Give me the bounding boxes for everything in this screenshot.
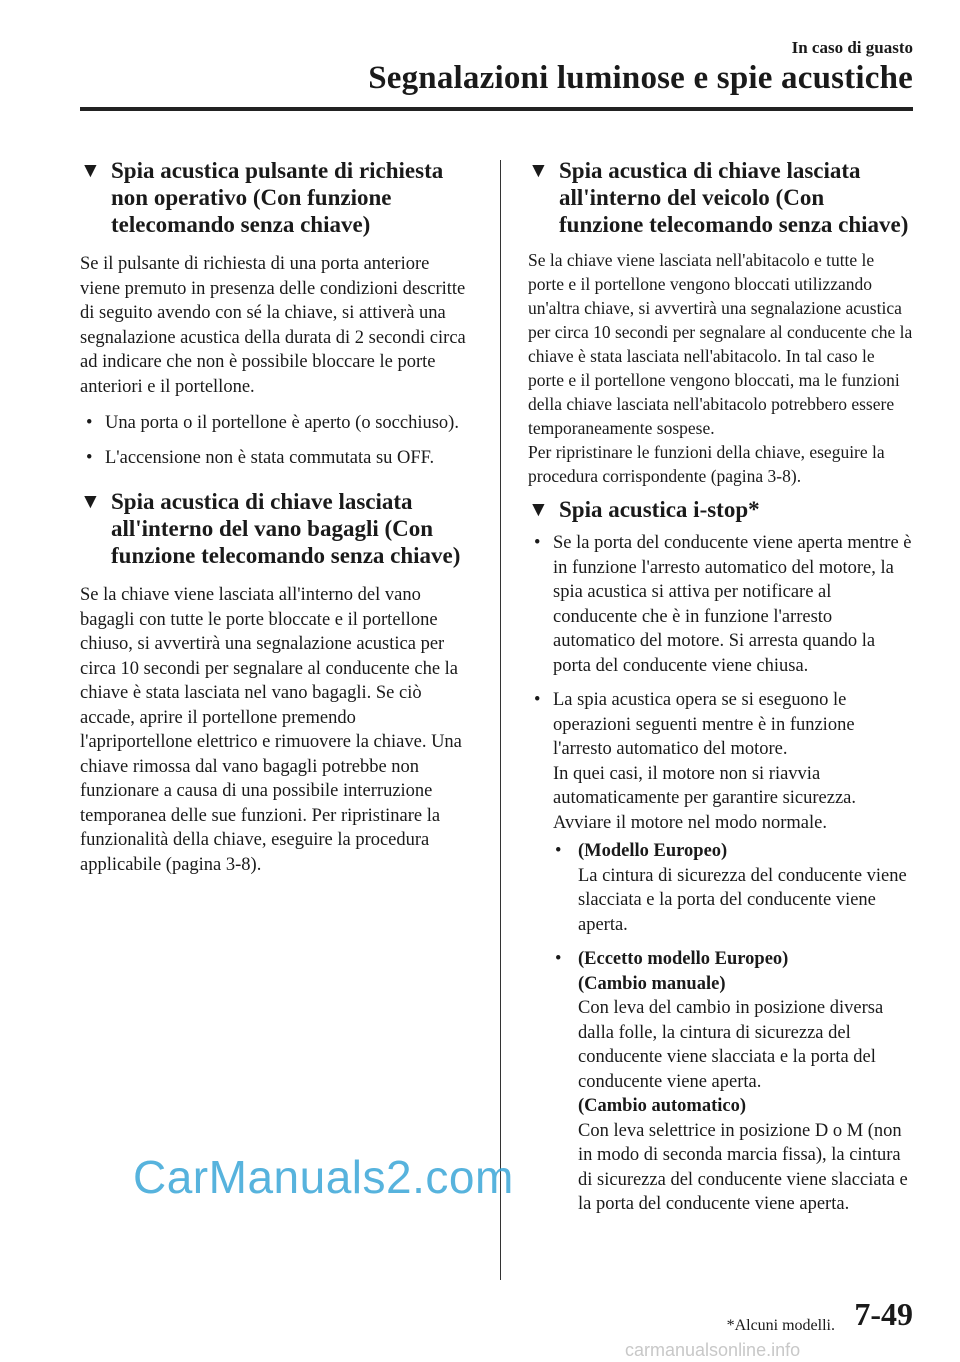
sub-label: (Cambio automatico)	[578, 1096, 747, 1116]
paragraph-text: Per ripristinare le funzioni della chiave, eseguire la procedura corrispondente (pagina 3-8).	[528, 442, 885, 486]
sub-bullet-text	[578, 947, 914, 1217]
page-number: 7-49	[854, 1296, 913, 1332]
sub-bullet-dot-icon: •	[555, 841, 562, 861]
section-heading-istop	[528, 496, 914, 523]
sub-bullet-dot-icon: •	[555, 949, 562, 969]
bullet-item	[528, 531, 914, 678]
right-column	[528, 157, 914, 1227]
heading-text: Spia acustica di chiave lasciata all'interno del veicolo (Con funzione telecomando senza chiave)	[559, 158, 909, 237]
sub-bullet-text	[578, 839, 914, 937]
bullet-item	[528, 688, 914, 835]
bullet-item	[80, 446, 468, 471]
section-heading-request-button	[80, 157, 468, 238]
sub-label: (Eccetto modello Europeo)	[578, 949, 789, 969]
bullet-text	[553, 688, 914, 835]
sub-bullet-item	[553, 839, 914, 937]
bullet-text: Una porta o il portellone è aperto (o socchiuso).	[105, 413, 459, 433]
bullet-text-line: In quei casi, il motore non si riavvia automaticamente per garantire sicurezza. Avviare il motore nel modo normale.	[553, 763, 857, 833]
header-rule	[80, 107, 913, 111]
triangle-marker-icon: ▼	[528, 158, 549, 182]
paragraph	[528, 248, 914, 488]
triangle-marker-icon: ▼	[80, 489, 101, 513]
bullet-dot-icon: •	[86, 413, 93, 433]
sub-label: (Cambio manuale)	[578, 973, 726, 994]
section-heading-key-in-vehicle	[528, 157, 914, 238]
column-divider	[500, 160, 501, 1280]
bullet-dot-icon: •	[534, 533, 541, 553]
bullet-text-line: La spia acustica opera se si eseguono le operazioni seguenti mentre è in funzione l'arresto automatico del motore.	[553, 690, 855, 759]
bullet-item	[80, 411, 468, 436]
section-heading-key-in-luggage	[80, 488, 468, 569]
sub-text: Con leva del cambio in posizione diversa dalla folle, la cintura di sicurezza del conducente viene slacciata e la porta del conducente viene aperta.	[578, 998, 884, 1092]
heading-text: Spia acustica di chiave lasciata all'interno del vano bagagli (Con funzione telecomando senza chiave)	[111, 489, 461, 568]
paragraph: Se la chiave viene lasciata all'interno del vano bagagli con tutte le porte bloccate e il portellone chiuso, si avvertirà una segnalazione acustica per circa 10 secondi per segnalare al conducente che la chiave è stata lasciata nel vano bagagli. Se ciò accade, aprire il portellone premendo l'apriportellone elettrico e rimuovere la chiave. Una chiave rimossa dal vano bagagli potrebbe non funzionare a causa di una possibile interruzione temporanea delle sue funzioni. Per ripristinare la funzionalità della chiave, eseguire la procedura applicabile (pagina 3-8).	[80, 585, 462, 875]
left-column	[80, 157, 468, 889]
sub-label: (Modello Europeo)	[578, 841, 728, 861]
watermark-logo: CarManuals2.com	[133, 1151, 514, 1203]
heading-text: Spia acustica pulsante di richiesta non operativo (Con funzione telecomando senza chiave)	[111, 158, 444, 237]
triangle-marker-icon: ▼	[80, 158, 101, 182]
bullet-text: L'accensione non è stata commutata su OFF.	[105, 447, 435, 468]
bullet-dot-icon: •	[534, 690, 541, 710]
heading-text: Spia acustica i-stop*	[559, 497, 760, 522]
bullet-dot-icon: •	[86, 447, 93, 468]
bullet-text: Se la porta del conducente viene aperta mentre è in funzione l'arresto automatico del motore, la spia acustica si attiva per notificare al conducente che è in funzione l'arresto automatico del motore. Si arresta quando la porta del conducente viene chiusa.	[553, 533, 912, 676]
page-title: Segnalazioni luminose e spie acustiche	[368, 60, 913, 96]
footnote: *Alcuni modelli.	[726, 1317, 835, 1334]
sub-bullet-item	[553, 947, 914, 1217]
paragraph-text: Se la chiave viene lasciata nell'abitacolo e tutte le porte e il portellone vengono bloccati utilizzando un'altra chiave, si avvertirà una segnalazione acustica per circa 10 secondi per segnalare al conducente che la chiave è stata lasciata nell'abitacolo. In tal caso le porte e il portellone vengono bloccati, ma le funzioni della chiave lasciata nell'abitacolo potrebbero essere temporaneamente sospese.	[528, 250, 913, 438]
sub-text: Con leva selettrice in posizione D o M (non in modo di seconda marcia fissa), la cintura di sicurezza del conducente viene slacciata e la porta del conducente viene aperta.	[578, 1120, 908, 1214]
paragraph: Se il pulsante di richiesta di una porta anteriore viene premuto in presenza delle condizioni descritte di seguito avendo con sé la chiave, si attiverà una segnalazione acustica della durata di 2 secondi circa ad indicare che non è possibile bloccare le porte anteriori e il portellone.	[80, 254, 466, 397]
section-label: In caso di guasto	[791, 38, 913, 57]
triangle-marker-icon: ▼	[528, 497, 549, 521]
sub-text: La cintura di sicurezza del conducente viene slacciata e la porta del conducente viene aperta.	[578, 865, 907, 935]
watermark-footer: carmanualsonline.info	[625, 1340, 801, 1360]
